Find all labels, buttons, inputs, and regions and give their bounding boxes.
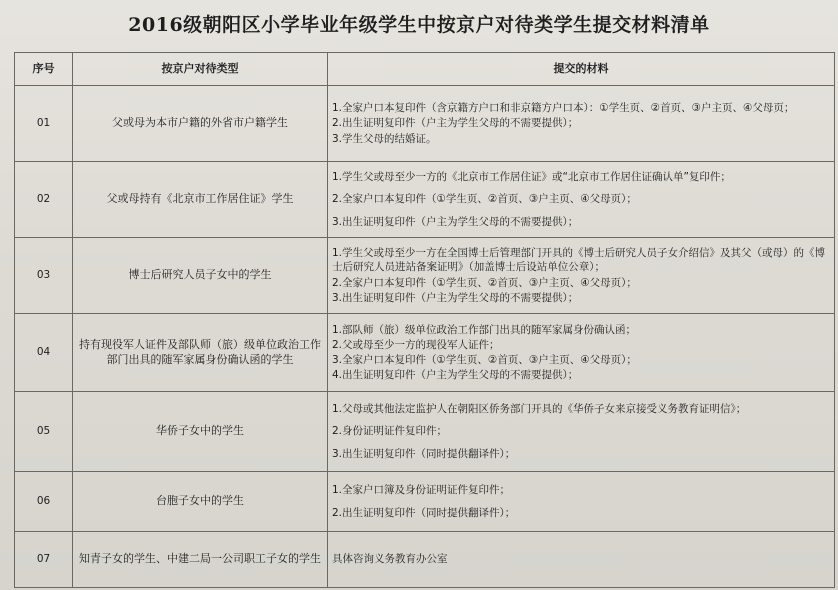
row-type: 持有现役军人证件及部队师（旅）级单位政治工作部门出具的随军家属身份确认函的学生 [73,314,328,392]
row-num: 01 [15,86,73,162]
header-type: 按京户对待类型 [73,53,328,86]
row-num: 07 [15,532,73,588]
table-row [15,532,835,588]
material-item: 3.出生证明复印件（户主为学生父母的不需要提供）； [332,215,579,228]
row-type: 父或母为本市户籍的外省市户籍学生 [73,86,328,162]
material-item: 4.出生证明复印件（户主为学生父母的不需要提供）； [332,369,579,382]
row-materials [328,314,835,392]
table-row [15,314,835,392]
row-num: 04 [15,314,73,392]
material-item: 2.全家户口本复印件（①学生页、②首页、③户主页、④父母页）； [332,276,637,289]
row-type: 知青子女的学生、中建二局一公司职工子女的学生 [73,532,328,588]
table-row [15,472,835,532]
row-type: 台胞子女中的学生 [73,472,328,532]
row-type: 华侨子女中的学生 [73,392,328,472]
material-item: 2.出生证明复印件（户主为学生父母的不需要提供）； [332,117,579,130]
document-title: 2016级朝阳区小学毕业年级学生中按京户对待类学生提交材料清单 [128,14,710,36]
material-item: 1.全家户口本复印件（含京籍方户口和非京籍方户口本）：①学生页、②首页、③户主页、④父母页； [332,102,795,115]
material-item: 1.全家户口簿及身份证明证件复印件； [332,484,511,497]
table-row [15,162,835,238]
row-materials [328,532,835,588]
material-item: 3.出生证明复印件（同时提供翻译件）； [332,447,516,460]
row-materials [328,472,835,532]
material-item: 2.全家户口本复印件（①学生页、②首页、③户主页、④父母页）； [332,193,637,206]
material-item: 1.学生父或母至少一方在全国博士后管理部门开具的《博士后研究人员子女介绍信》及其父（或母）的《博士后研究人员进站备案证明》（加盖博士后设站单位公章）； [332,247,826,274]
material-item: 3.全家户口本复印件（①学生页、②首页、③户主页、④父母页）； [332,354,637,366]
table-row [15,238,835,314]
row-num: 05 [15,392,73,472]
material-item: 1.部队师（旅）级单位政治工作部门出具的随军家属身份确认函； [332,323,637,336]
row-materials [328,238,835,314]
header-num: 序号 [15,53,73,86]
row-materials [328,162,835,238]
material-item: 具体咨询义务教育办公室 [332,553,448,566]
row-num: 03 [15,238,73,314]
row-type: 博士后研究人员子女中的学生 [73,238,328,314]
table-header-row [15,53,835,86]
material-item: 2.父或母至少一方的现役军人证件； [332,338,500,351]
material-item: 1.学生父或母至少一方的《北京市工作居住证》或“北京市工作居住证确认单”复印件； [332,171,731,184]
table-row [15,86,835,162]
material-item: 3.出生证明复印件（户主为学生父母的不需要提供）； [332,291,579,304]
row-num: 06 [15,472,73,532]
material-item: 1.父母或其他法定监护人在朝阳区侨务部门开具的《华侨子女来京接受义务教育证明信》； [332,403,747,416]
materials-table [14,52,835,588]
row-materials [328,86,835,162]
material-item: 2.出生证明复印件（同时提供翻译件）； [332,506,516,519]
material-item: 2.身份证明证件复印件； [332,425,448,438]
row-type: 父或母持有《北京市工作居住证》学生 [73,162,328,238]
row-num: 02 [15,162,73,238]
header-materials: 提交的材料 [328,53,835,86]
table-row [15,392,835,472]
row-materials [328,392,835,472]
material-item: 3.学生父母的结婚证。 [332,132,437,145]
